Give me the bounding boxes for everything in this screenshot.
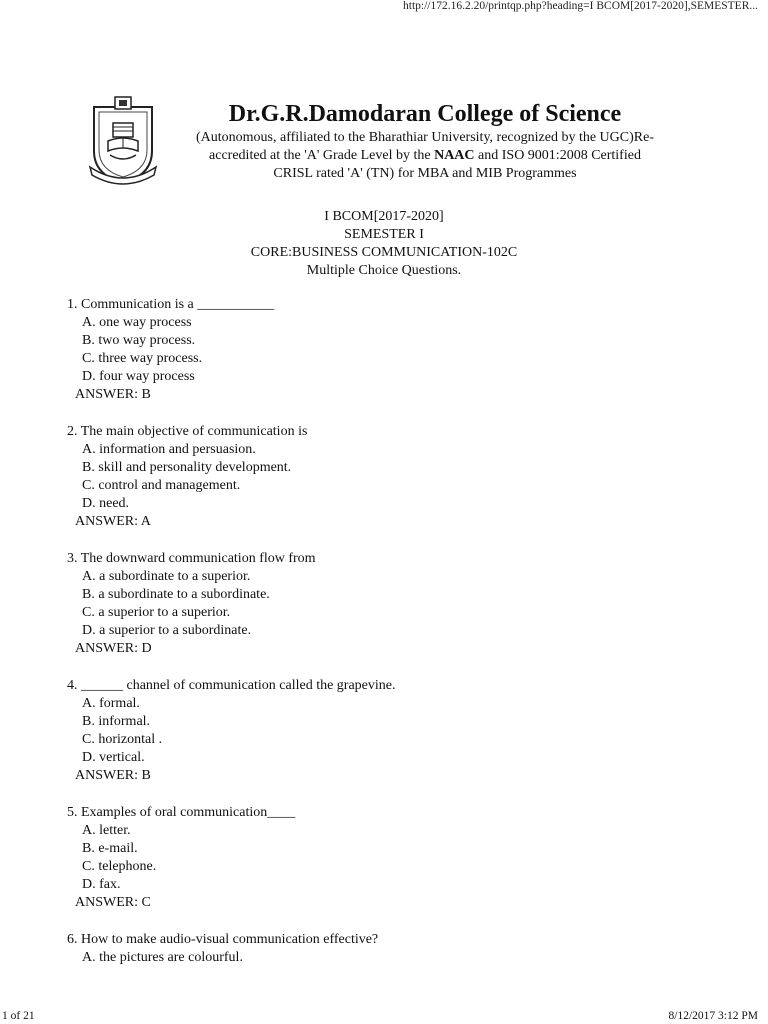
option-a: A. formal.: [82, 695, 140, 711]
option-c: C. telephone.: [82, 859, 157, 875]
question-item: [67, 296, 707, 405]
question-item: [67, 677, 707, 786]
info-line-2: [170, 147, 680, 165]
college-name: Dr.G.R.Damodaran College of Science: [228, 101, 622, 127]
course-heading: [184, 208, 584, 280]
option-b: B. skill and personality development.: [82, 460, 292, 476]
course-subject: CORE:BUSINESS COMMUNICATION-102C: [250, 245, 518, 260]
naac-label: NAAC: [434, 148, 475, 163]
college-crest-logo: [88, 93, 158, 189]
option-b: B. informal.: [82, 714, 151, 730]
question-item: [67, 931, 707, 967]
college-accreditation-info: [170, 129, 680, 183]
option-a: A. the pictures are colourful.: [82, 949, 243, 965]
page-number: 1 of 21: [2, 1010, 35, 1022]
answer-text: ANSWER: C: [75, 895, 151, 911]
answer-text: ANSWER: B: [75, 387, 151, 403]
info-line-1: (Autonomous, affiliated to the Bharathiar University, recognized by the UGC)Re-: [196, 130, 654, 145]
question-text: 2. The main objective of communication is: [67, 423, 308, 439]
question-item: [67, 423, 707, 532]
option-c: C. a superior to a superior.: [82, 605, 231, 621]
option-d: D. fax.: [82, 877, 121, 893]
option-b: B. e-mail.: [82, 841, 138, 856]
option-d: D. vertical.: [82, 750, 145, 766]
course-semester: SEMESTER I: [344, 227, 424, 242]
print-datetime: 8/12/2017 3:12 PM: [668, 1010, 758, 1022]
question-text: 6. How to make audio-visual communication effective?: [67, 931, 379, 947]
question-item: [67, 804, 707, 913]
option-a: A. letter.: [82, 822, 131, 838]
info-line-2-post: and ISO 9001:2008 Certified: [474, 148, 641, 163]
option-d: D. four way process: [82, 369, 195, 385]
question-type: Multiple Choice Questions.: [306, 263, 462, 278]
option-c: C. three way process.: [82, 351, 203, 367]
option-c: C. control and management.: [82, 478, 241, 494]
question-text: 3. The downward communication flow from: [67, 550, 316, 566]
answer-text: ANSWER: D: [75, 641, 152, 657]
info-line-3: CRISL rated 'A' (TN) for MBA and MIB Programmes: [273, 166, 577, 181]
question-text: 4. ______ channel of communication called the grapevine.: [67, 677, 396, 693]
option-d: D. a superior to a subordinate.: [82, 623, 252, 639]
option-c: C. horizontal .: [82, 732, 163, 748]
info-line-2-pre: accredited at the 'A' Grade Level by the: [209, 148, 435, 163]
option-d: D. need.: [82, 496, 130, 512]
question-text: 5. Examples of oral communication____: [67, 804, 296, 820]
option-a: A. one way process: [82, 315, 192, 331]
print-url-header: http://172.16.2.20/printqp.php?heading=I BCOM[2017-2020],SEMESTER...: [403, 0, 758, 12]
option-b: B. two way process.: [82, 333, 196, 349]
option-a: A. a subordinate to a superior.: [82, 569, 251, 584]
answer-text: ANSWER: B: [75, 768, 151, 784]
question-text: 1. Communication is a ___________: [67, 297, 275, 312]
course-batch: I BCOM[2017-2020]: [324, 209, 444, 224]
answer-text: ANSWER: A: [75, 514, 151, 530]
option-b: B. a subordinate to a subordinate.: [82, 587, 270, 603]
option-a: A. information and persuasion.: [82, 442, 256, 458]
question-item: [67, 550, 707, 659]
question-list: [67, 296, 707, 985]
